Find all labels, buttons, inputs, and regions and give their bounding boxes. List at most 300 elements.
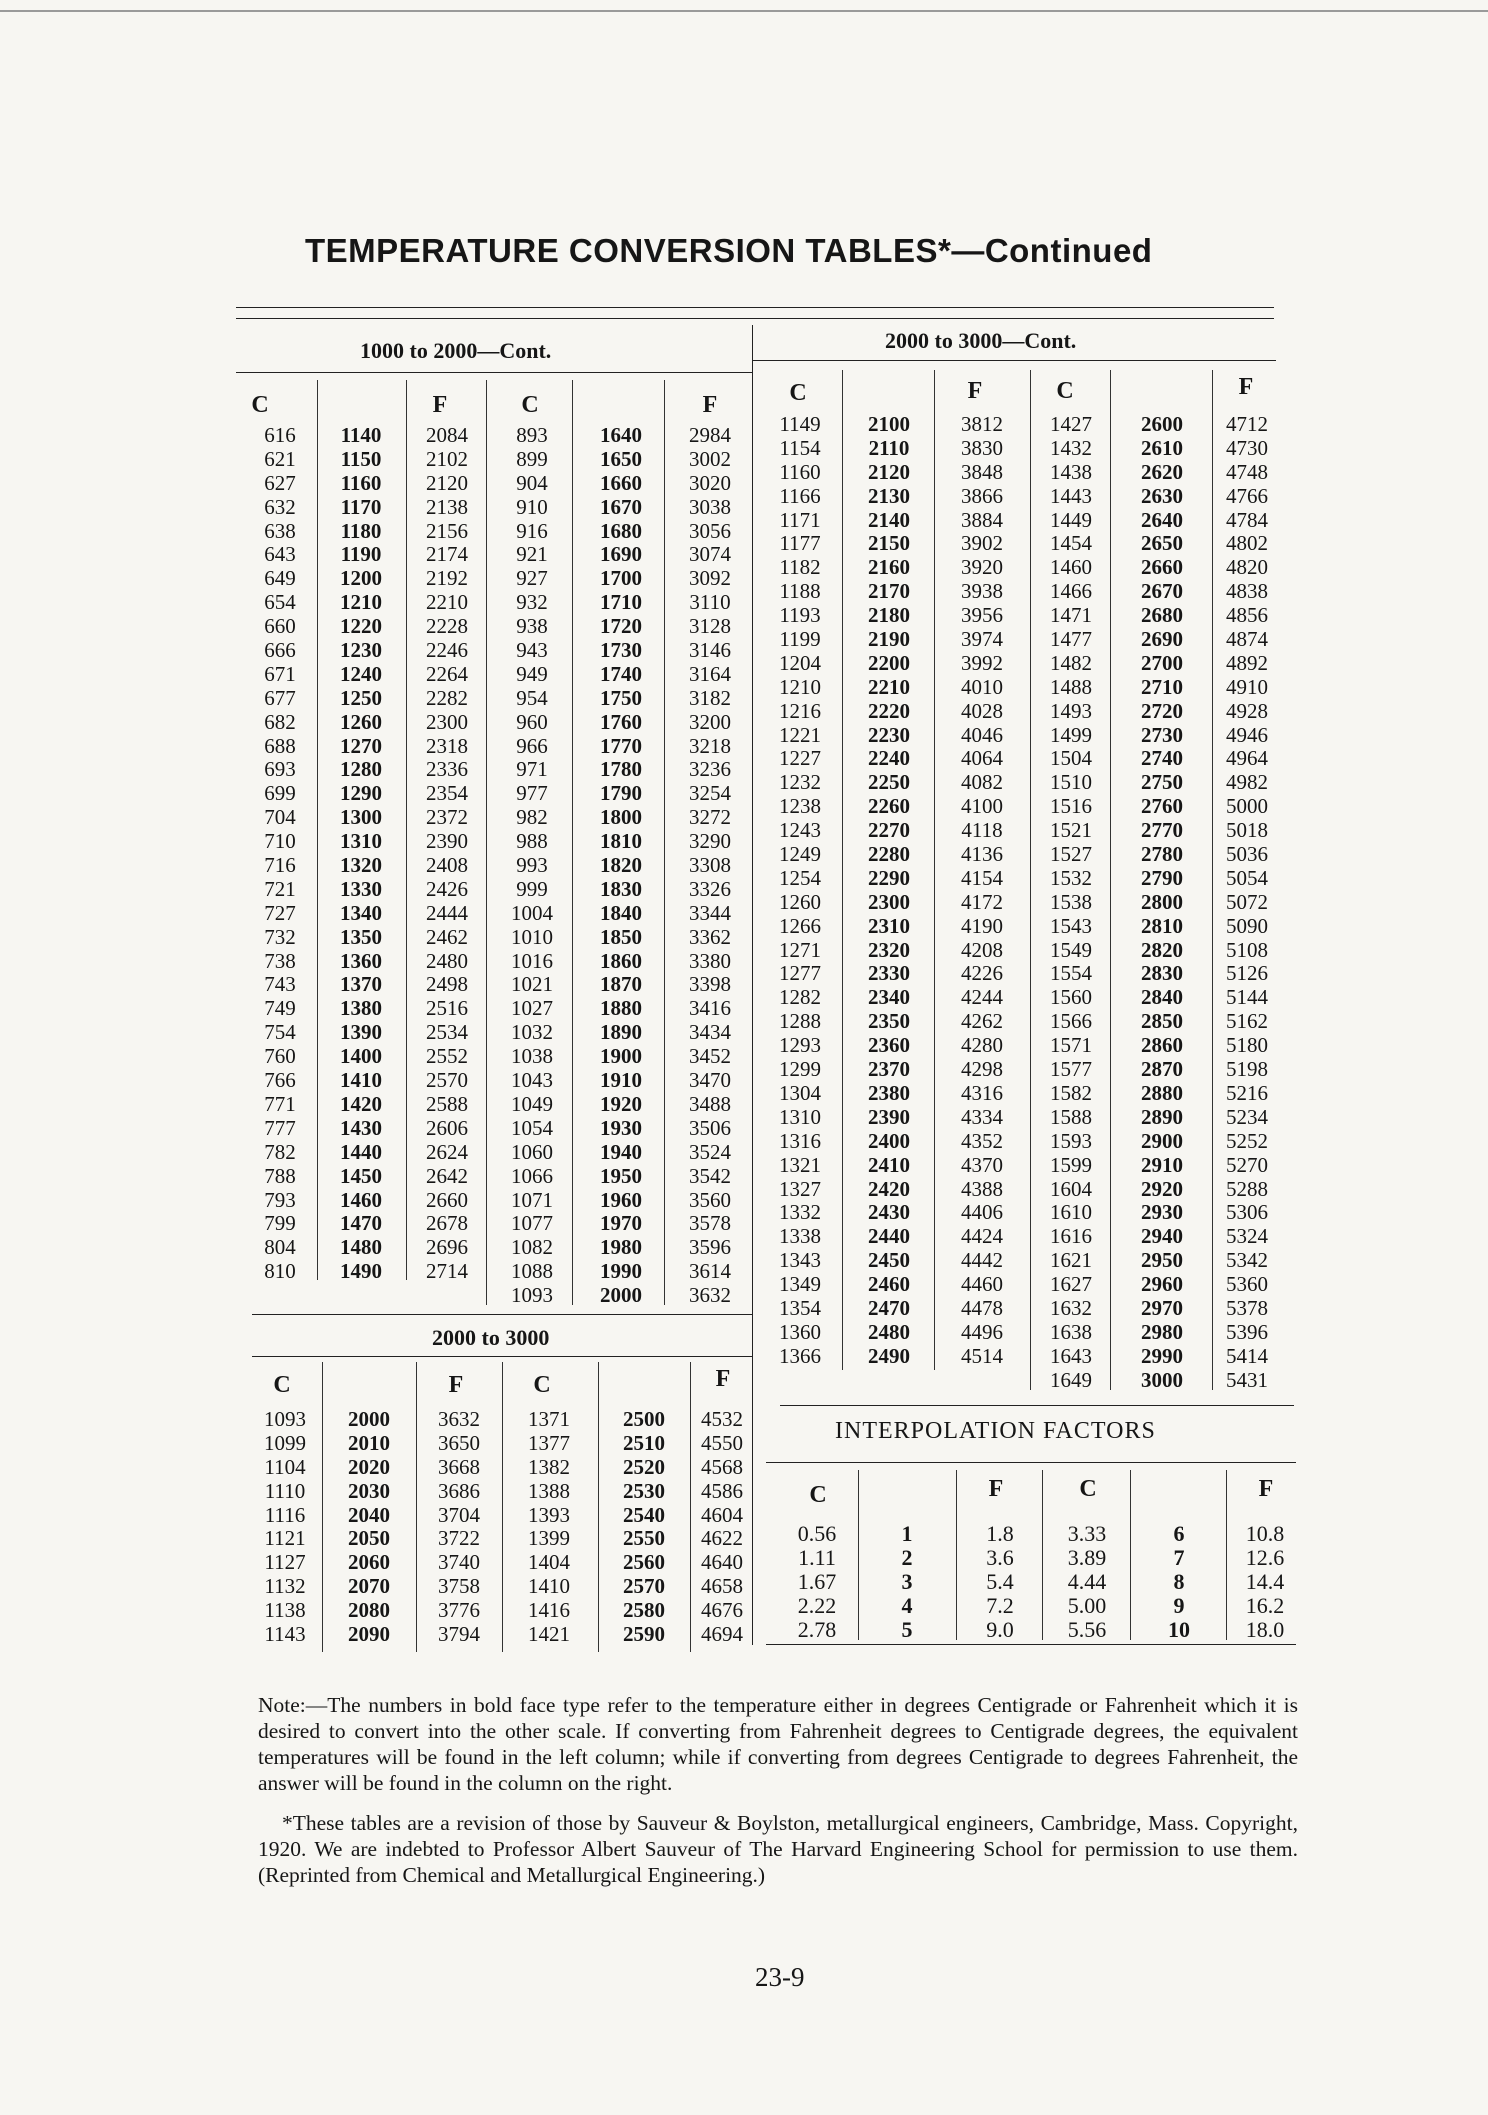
table-cell: 4766 (1226, 483, 1268, 508)
table-cell: 710 (264, 829, 296, 854)
table-cell: 1616 (1050, 1224, 1092, 1249)
table-cell: 1740 (600, 661, 642, 686)
table-cell: 1880 (600, 996, 642, 1021)
section3-top-rule (252, 1314, 752, 1315)
table-cell: 2920 (1141, 1176, 1183, 1201)
table-cell: 4208 (961, 937, 1003, 962)
table-cell: 4586 (701, 1478, 743, 1503)
table-cell: 693 (264, 757, 296, 782)
table-cell: 1560 (1050, 985, 1092, 1010)
table-cell: 777 (264, 1115, 296, 1140)
table-cell: 3866 (961, 483, 1003, 508)
table-cell: 1277 (779, 961, 821, 986)
footnote-block (258, 1692, 1298, 1888)
interpolation-heading: INTERPOLATION FACTORS (835, 1418, 1156, 1444)
table-cell: 1304 (779, 1080, 821, 1105)
table-cell: 9 (1173, 1593, 1185, 1618)
table-cell: 2.22 (797, 1593, 837, 1618)
table-cell: 1360 (779, 1319, 821, 1344)
table-cell: 1466 (1050, 579, 1092, 604)
table-cell: 2310 (868, 913, 910, 938)
table-cell: 3974 (961, 627, 1003, 652)
table-cell: 5342 (1226, 1248, 1268, 1273)
section2-header-f2: F (1238, 374, 1254, 400)
table-cell: 2130 (868, 483, 910, 508)
table-cell: 1310 (340, 829, 382, 854)
table-cell: 1010 (511, 924, 553, 949)
table-cell: 5 (901, 1617, 913, 1642)
table-cell: 3794 (438, 1622, 480, 1647)
table-cell: 2480 (426, 948, 468, 973)
table-cell: 643 (264, 542, 296, 567)
table-cell: 1150 (340, 446, 382, 471)
table-cell: 2750 (1141, 770, 1183, 795)
table-cell: 1421 (528, 1622, 570, 1647)
table-cell: 5090 (1226, 913, 1268, 938)
table-cell: 2470 (868, 1295, 910, 1320)
table-cell: 4892 (1226, 650, 1268, 675)
table-cell: 3758 (438, 1574, 480, 1599)
interp-col-sep (1042, 1470, 1043, 1640)
table-cell: 1860 (600, 948, 642, 973)
table-cell: 1077 (511, 1211, 553, 1236)
table-cell: 1232 (779, 770, 821, 795)
table-cell: 1450 (340, 1163, 382, 1188)
table-cell: 2660 (1141, 555, 1183, 580)
note-bold-face: Note:—The numbers in bold face type refer to the temperature either in degrees Centigrade or Fahrenheit which it is desired to convert into the other scale. If converting from Fahrenheit degrees to Centigrade degrees, the equivalent temperatures will be found in the left column; while if converting from degrees Centigrade to degrees Fahrenheit, the answer will be found in the column on the right. (258, 1693, 1298, 1795)
table-cell: 727 (264, 900, 296, 925)
table-cell: 4694 (701, 1622, 743, 1647)
section2-col-f1 (936, 413, 1028, 1369)
section2-col-bold2 (1114, 413, 1210, 1393)
table-cell: 5378 (1226, 1295, 1268, 1320)
section3-header-c2: C (533, 1372, 551, 1398)
table-cell: 3938 (961, 579, 1003, 604)
table-cell: 893 (516, 423, 548, 447)
table-cell: 9.0 (986, 1617, 1014, 1642)
table-cell: 1599 (1050, 1152, 1092, 1177)
table-cell: 4946 (1226, 722, 1268, 747)
table-cell: 1210 (779, 674, 821, 699)
interp-col-bold1 (862, 1522, 952, 1642)
table-cell: 1320 (340, 853, 382, 878)
table-cell: 2880 (1141, 1080, 1183, 1105)
table-cell: 4514 (961, 1343, 1003, 1368)
table-cell: 4730 (1226, 435, 1268, 460)
table-cell: 3290 (689, 829, 731, 854)
table-cell: 1390 (340, 1020, 382, 1045)
table-cell: 3020 (689, 470, 731, 495)
table-cell: 666 (264, 638, 296, 663)
table-cell: 5414 (1226, 1343, 1268, 1368)
table-cell: 3596 (689, 1235, 731, 1260)
table-cell: 2200 (868, 650, 910, 675)
table-cell: 2160 (868, 555, 910, 580)
table-cell: 1521 (1050, 818, 1092, 843)
table-cell: 2860 (1141, 1033, 1183, 1058)
table-cell: 3056 (689, 518, 731, 543)
table-cell: 2480 (868, 1319, 910, 1344)
table-cell: 3488 (689, 1091, 731, 1116)
table-cell: 671 (264, 661, 296, 686)
table-cell: 1830 (600, 876, 642, 901)
table-cell: 4244 (961, 985, 1003, 1010)
table-cell: 1149 (779, 412, 821, 436)
interp-col-c1 (780, 1522, 854, 1642)
interp-header-f1: F (988, 1476, 1004, 1502)
table-cell: 5198 (1226, 1057, 1268, 1082)
table-cell: 1327 (779, 1176, 821, 1201)
table-cell: 2650 (1141, 531, 1183, 556)
table-cell: 4838 (1226, 579, 1268, 604)
table-cell: 2900 (1141, 1128, 1183, 1153)
table-cell: 1690 (600, 542, 642, 567)
table-cell: 3164 (689, 661, 731, 686)
table-cell: 2250 (868, 770, 910, 795)
table-cell: 3.89 (1067, 1545, 1107, 1570)
table-cell: 4658 (701, 1574, 743, 1599)
table-cell: 788 (264, 1163, 296, 1188)
table-cell: 1066 (511, 1163, 553, 1188)
table-cell: 3524 (689, 1139, 731, 1164)
table-cell: 1510 (1050, 770, 1092, 795)
table-cell: 1493 (1050, 698, 1092, 723)
table-cell: 2190 (868, 627, 910, 652)
table-cell: 1249 (779, 842, 821, 867)
table-cell: 2140 (868, 507, 910, 532)
table-cell: 971 (516, 757, 548, 782)
table-cell: 977 (516, 781, 548, 806)
table-cell: 1440 (340, 1139, 382, 1164)
table-cell: 1349 (779, 1272, 821, 1297)
table-cell: 4928 (1226, 698, 1268, 723)
table-cell: 1254 (779, 865, 821, 890)
table-cell: 1680 (600, 518, 642, 543)
table-cell: 2462 (426, 924, 468, 949)
table-cell: 1532 (1050, 865, 1092, 890)
table-cell: 1332 (779, 1200, 821, 1225)
section1-col-sep (406, 380, 407, 1280)
table-cell: 2020 (348, 1454, 390, 1479)
table-cell: 1230 (340, 638, 382, 663)
table-cell: 4010 (961, 674, 1003, 699)
table-cell: 1566 (1050, 1009, 1092, 1034)
section2-col-sep (934, 370, 935, 1370)
table-cell: 927 (516, 566, 548, 591)
table-cell: 2930 (1141, 1200, 1183, 1225)
table-cell: 5288 (1226, 1176, 1268, 1201)
table-top-rule-2 (236, 318, 1274, 319)
table-cell: 3506 (689, 1115, 731, 1140)
table-cell: 1127 (264, 1550, 306, 1575)
table-cell: 1354 (779, 1295, 821, 1320)
table-cell: 2040 (348, 1502, 390, 1527)
table-cell: 2228 (426, 614, 468, 639)
table-cell: 10 (1168, 1617, 1190, 1642)
table-cell: 3884 (961, 507, 1003, 532)
table-cell: 1449 (1050, 507, 1092, 532)
table-cell: 1.67 (797, 1569, 837, 1594)
table-cell: 1640 (600, 423, 642, 447)
table-cell: 982 (516, 805, 548, 830)
table-cell: 2210 (426, 590, 468, 615)
table-cell: 1271 (779, 937, 821, 962)
table-cell: 3956 (961, 603, 1003, 628)
table-cell: 682 (264, 709, 296, 734)
table-cell: 1477 (1050, 627, 1092, 652)
table-cell: 2990 (1141, 1343, 1183, 1368)
table-cell: 1588 (1050, 1104, 1092, 1129)
section2-col-f2 (1216, 413, 1278, 1393)
section3-col-sep (690, 1362, 691, 1652)
table-cell: 2440 (868, 1224, 910, 1249)
table-cell: 2090 (348, 1622, 390, 1647)
table-cell: 1121 (264, 1526, 306, 1551)
table-cell: 1900 (600, 1044, 642, 1069)
interp-header-c1: C (809, 1482, 827, 1508)
table-cell: 1027 (511, 996, 553, 1021)
table-cell: 18.0 (1245, 1617, 1285, 1642)
table-cell: 3722 (438, 1526, 480, 1551)
table-cell: 4532 (701, 1407, 743, 1431)
table-cell: 2300 (868, 889, 910, 914)
table-cell: 1593 (1050, 1128, 1092, 1153)
table-cell: 1790 (600, 781, 642, 806)
table-cell: 1260 (340, 709, 382, 734)
table-cell: 721 (264, 876, 296, 901)
table-cell: 2330 (868, 961, 910, 986)
table-cell: 1643 (1050, 1343, 1092, 1368)
table-cell: 782 (264, 1139, 296, 1164)
table-cell: 749 (264, 996, 296, 1021)
table-cell: 4874 (1226, 627, 1268, 652)
table-cell: 2.78 (797, 1617, 837, 1642)
table-cell: 2264 (426, 661, 468, 686)
table-cell: 2084 (426, 423, 468, 447)
table-cell: 804 (264, 1235, 296, 1260)
table-cell: 1416 (528, 1598, 570, 1623)
table-cell: 2790 (1141, 865, 1183, 890)
table-cell: 1016 (511, 948, 553, 973)
center-divider (752, 325, 753, 1645)
table-cell: 2714 (426, 1259, 468, 1284)
table-cell: 1527 (1050, 842, 1092, 867)
table-cell: 5.4 (986, 1569, 1014, 1594)
table-cell: 938 (516, 614, 548, 639)
table-cell: 1093 (511, 1283, 553, 1308)
table-cell: 1632 (1050, 1295, 1092, 1320)
table-cell: 1240 (340, 661, 382, 686)
table-cell: 1071 (511, 1187, 553, 1212)
table-cell: 4604 (701, 1502, 743, 1527)
table-cell: 5324 (1226, 1224, 1268, 1249)
table-cell: 2780 (1141, 842, 1183, 867)
section2-header-c1: C (789, 380, 807, 406)
table-cell: 2420 (868, 1176, 910, 1201)
table-cell: 3110 (689, 590, 731, 615)
table-cell: 1138 (264, 1598, 306, 1623)
interp-col-sep (858, 1470, 859, 1640)
table-cell: 4136 (961, 842, 1003, 867)
table-cell: 1577 (1050, 1057, 1092, 1082)
table-cell: 2410 (868, 1152, 910, 1177)
table-cell: 2516 (426, 996, 468, 1021)
table-cell: 1088 (511, 1259, 553, 1284)
table-cell: 4964 (1226, 746, 1268, 771)
table-cell: 2620 (1141, 459, 1183, 484)
table-cell: 1760 (600, 709, 642, 734)
table-cell: 1021 (511, 972, 553, 997)
table-cell: 2390 (868, 1104, 910, 1129)
table-cell: 2210 (868, 674, 910, 699)
table-cell: 1154 (779, 435, 821, 460)
table-cell: 2950 (1141, 1248, 1183, 1273)
table-cell: 654 (264, 590, 296, 615)
table-cell: 1190 (340, 542, 382, 567)
table-cell: 738 (264, 948, 296, 973)
table-cell: 2010 (348, 1430, 390, 1455)
table-cell: 1140 (340, 423, 382, 447)
interp-col-bold2 (1134, 1522, 1224, 1642)
table-cell: 1182 (779, 555, 821, 580)
table-cell: 1340 (340, 900, 382, 925)
table-cell: 1700 (600, 566, 642, 591)
table-cell: 3 (901, 1569, 913, 1594)
section3-header-c1: C (273, 1372, 291, 1398)
table-cell: 1482 (1050, 650, 1092, 675)
table-cell: 1290 (340, 781, 382, 806)
table-cell: 4442 (961, 1248, 1003, 1273)
table-cell: 3272 (689, 805, 731, 830)
table-cell: 754 (264, 1020, 296, 1045)
section1-col-sep (486, 380, 487, 1305)
table-cell: 932 (516, 590, 548, 615)
table-cell: 4280 (961, 1033, 1003, 1058)
table-cell: 3398 (689, 972, 731, 997)
table-cell: 4460 (961, 1272, 1003, 1297)
table-cell: 1004 (511, 900, 553, 925)
table-cell: 2050 (348, 1526, 390, 1551)
table-cell: 4352 (961, 1128, 1003, 1153)
table-cell: 4550 (701, 1430, 743, 1455)
table-cell: 4784 (1226, 507, 1268, 532)
table-cell: 1571 (1050, 1033, 1092, 1058)
table-cell: 1810 (600, 829, 642, 854)
table-cell: 2590 (623, 1622, 665, 1647)
table-cell: 2138 (426, 494, 468, 519)
section3-header-f2: F (715, 1366, 731, 1392)
table-cell: 5396 (1226, 1319, 1268, 1344)
table-cell: 638 (264, 518, 296, 543)
table-cell: 649 (264, 566, 296, 591)
table-cell: 2318 (426, 733, 468, 758)
table-cell: 3308 (689, 853, 731, 878)
table-cell: 1049 (511, 1091, 553, 1116)
section2-heading-rule (752, 360, 1276, 361)
table-cell: 4982 (1226, 770, 1268, 795)
table-cell: 1650 (600, 446, 642, 471)
table-cell: 3128 (689, 614, 731, 639)
table-cell: 677 (264, 685, 296, 710)
table-cell: 2170 (868, 579, 910, 604)
interpolation-heading-rule (766, 1462, 1296, 1463)
table-cell: 632 (264, 494, 296, 519)
table-cell: 3848 (961, 459, 1003, 484)
table-cell: 3092 (689, 566, 731, 591)
table-cell: 1099 (264, 1430, 306, 1455)
table-cell: 760 (264, 1044, 296, 1069)
table-cell: 1382 (528, 1454, 570, 1479)
table-cell: 1180 (340, 518, 382, 543)
table-cell: 1199 (779, 627, 821, 652)
table-cell: 1549 (1050, 937, 1092, 962)
table-cell: 1638 (1050, 1319, 1092, 1344)
section-1000-2000-cont-heading: 1000 to 2000—Cont. (360, 338, 552, 363)
section3-col-f1 (418, 1408, 500, 1647)
table-cell: 943 (516, 638, 548, 663)
table-cell: 2060 (348, 1550, 390, 1575)
table-cell: 1216 (779, 698, 821, 723)
table-cell: 3146 (689, 638, 731, 663)
table-cell: 2660 (426, 1187, 468, 1212)
table-cell: 1850 (600, 924, 642, 949)
table-cell: 1250 (340, 685, 382, 710)
table-cell: 2560 (623, 1550, 665, 1575)
table-cell: 1200 (340, 566, 382, 591)
table-cell: 988 (516, 829, 548, 854)
table-cell: 799 (264, 1211, 296, 1236)
interp-header-c2: C (1079, 1476, 1097, 1502)
table-cell: 1032 (511, 1020, 553, 1045)
table-cell: 1460 (340, 1187, 382, 1212)
table-cell: 12.6 (1245, 1545, 1285, 1570)
table-cell: 2630 (1141, 483, 1183, 508)
table-cell: 3614 (689, 1259, 731, 1284)
table-cell: 4568 (701, 1454, 743, 1479)
table-cell: 2100 (868, 412, 910, 436)
table-cell: 2450 (868, 1248, 910, 1273)
table-cell: 1321 (779, 1152, 821, 1177)
table-cell: 2390 (426, 829, 468, 854)
table-cell: 960 (516, 709, 548, 734)
table-cell: 3632 (438, 1407, 480, 1431)
table-cell: 1 (901, 1521, 913, 1546)
table-cell: 1093 (264, 1407, 306, 1431)
table-cell: 2696 (426, 1235, 468, 1260)
page-number: 23-9 (755, 1962, 805, 1992)
section1-heading-rule (236, 372, 752, 373)
table-cell: 1660 (600, 470, 642, 495)
table-cell: 3776 (438, 1598, 480, 1623)
table-cell: 1554 (1050, 961, 1092, 986)
table-cell: 688 (264, 733, 296, 758)
table-cell: 1082 (511, 1235, 553, 1260)
table-cell: 2340 (868, 985, 910, 1010)
table-cell: 1116 (264, 1502, 306, 1527)
page-title: TEMPERATURE CONVERSION TABLES*—Continued (305, 232, 1153, 269)
table-cell: 5234 (1226, 1104, 1268, 1129)
table-cell: 2180 (868, 603, 910, 628)
table-cell: 1480 (340, 1235, 382, 1260)
table-cell: 1260 (779, 889, 821, 914)
interpolation-bottom-rule (766, 1644, 1296, 1645)
table-cell: 3344 (689, 900, 731, 925)
table-cell: 1104 (264, 1454, 306, 1479)
table-cell: 3668 (438, 1454, 480, 1479)
table-cell: 3632 (689, 1283, 731, 1308)
table-cell: 1054 (511, 1115, 553, 1140)
section2-col-sep (1110, 370, 1111, 1390)
